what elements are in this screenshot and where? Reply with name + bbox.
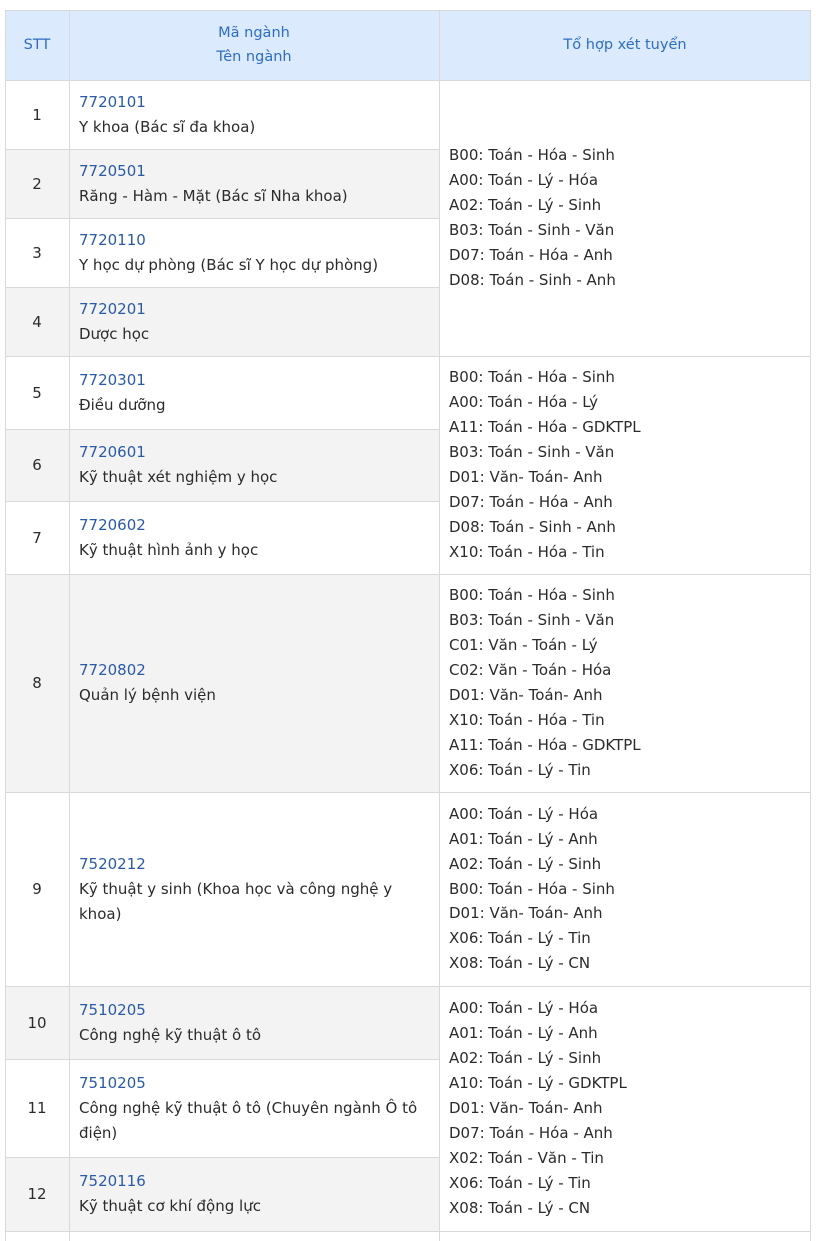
combo-line: C01: Văn - Toán - Lý [449, 636, 598, 655]
combo-cell [439, 792, 811, 986]
combo-cell [439, 574, 811, 792]
major-name: Y học dự phòng (Bác sĩ Y học dự phòng) [79, 255, 379, 274]
row-divider [5, 574, 439, 575]
combo-line: X06: Toán - Lý - Tin [449, 760, 591, 779]
stt-cell [5, 218, 69, 287]
stt-cell [5, 792, 69, 986]
major-name: Kỹ thuật y sinh (Khoa học và công nghệ y khoa) [79, 879, 393, 923]
major-cell [69, 501, 439, 574]
combo-line: A02: Toán - Lý - Sinh [449, 196, 602, 215]
stt-value: 8 [32, 674, 42, 692]
stt-value: 1 [32, 105, 42, 124]
combo-line: X06: Toán - Lý - Tin [449, 1173, 591, 1192]
major-code: 7720602 [79, 515, 146, 534]
header-stt-label: STT [23, 37, 51, 53]
stt-value: 2 [32, 174, 42, 193]
stt-value: 4 [32, 312, 42, 331]
major-cell [69, 986, 439, 1059]
header-stt [5, 10, 69, 80]
combo-line: D01: Văn- Toán- Anh [449, 686, 603, 704]
combo-cell [439, 986, 811, 1231]
combo-line: X06: Toán - Lý - Tin [449, 929, 591, 948]
stt-cell [5, 1157, 69, 1231]
header-major-code-label: Mã ngành [218, 25, 290, 41]
stt-cell [5, 574, 69, 792]
major-code: 7520116 [79, 1172, 146, 1190]
column-divider [439, 10, 440, 1241]
major-name: Răng - Hàm - Mặt (Bác sĩ Nha khoa) [79, 186, 348, 205]
combo-line: D07: Toán - Hóa - Anh [449, 1123, 613, 1142]
combo-line: X10: Toán - Hóa - Tin [449, 542, 605, 561]
stt-value: 9 [32, 880, 42, 898]
row-divider [5, 792, 439, 793]
major-name: Y khoa (Bác sĩ đa khoa) [79, 117, 256, 136]
table-top-border [5, 10, 811, 11]
major-cell [69, 1157, 439, 1231]
combo-line: X08: Toán - Lý - CN [449, 1198, 591, 1217]
combo-line: D01: Văn- Toán- Anh [449, 904, 603, 923]
group-divider [439, 574, 811, 575]
major-cell [69, 80, 439, 149]
major-code: 7720201 [79, 299, 146, 318]
combo-line: D07: Toán - Hóa - Anh [449, 245, 613, 264]
combo-line: A00: Toán - Hóa - Lý [449, 393, 599, 412]
combo-line: B03: Toán - Sinh - Văn [449, 611, 615, 630]
major-name: Công nghệ kỹ thuật ô tô [79, 1025, 262, 1044]
row-divider [5, 986, 439, 987]
major-cell [69, 574, 439, 792]
stt-cell [5, 986, 69, 1059]
row-divider [5, 1231, 439, 1232]
combo-line: X02: Toán - Văn - Tin [449, 1148, 604, 1167]
stt-value: 5 [32, 383, 42, 402]
combo-line: B03: Toán - Sinh - Văn [449, 443, 615, 462]
major-code: 7510205 [79, 1000, 146, 1019]
header-major-name-label: Tên ngành [216, 49, 292, 65]
admission-table [5, 10, 811, 1241]
row-divider [5, 429, 439, 430]
combo-line: B03: Toán - Sinh - Văn [449, 221, 615, 239]
combo-line: B00: Toán - Hóa - Sinh [449, 586, 615, 605]
combo-line: A02: Toán - Lý - Sinh [449, 854, 602, 873]
combo-line: X08: Toán - Lý - CN [449, 954, 591, 973]
combo-line: D01: Văn- Toán- Anh [449, 468, 603, 486]
combo-line: B00: Toán - Hóa - Sinh [449, 146, 615, 165]
stt-value: 7 [32, 528, 42, 547]
stt-cell [5, 429, 69, 501]
major-cell [69, 356, 439, 429]
stt-cell [5, 287, 69, 356]
major-code: 7720301 [79, 370, 146, 389]
combo-line: B00: Toán - Hóa - Sinh [449, 368, 615, 387]
major-cell [69, 218, 439, 287]
stt-value: 6 [32, 456, 42, 474]
row-divider [5, 501, 439, 502]
major-cell [69, 792, 439, 986]
stt-value: 12 [27, 1185, 47, 1203]
column-divider [810, 10, 811, 1241]
major-name: Kỹ thuật cơ khí động lực [79, 1197, 261, 1215]
group-divider [439, 986, 811, 987]
stt-value: 3 [32, 243, 42, 262]
combo-line: D07: Toán - Hóa - Anh [449, 492, 613, 511]
row-divider [5, 356, 439, 357]
row-divider [5, 287, 439, 288]
combo-line: A01: Toán - Lý - Anh [449, 829, 598, 848]
combo-line: A02: Toán - Lý - Sinh [449, 1049, 602, 1068]
combo-cell [439, 80, 811, 356]
major-name: Dược học [79, 324, 150, 343]
major-name: Kỹ thuật hình ảnh y học [79, 540, 259, 559]
header-combos-label: Tổ hợp xét tuyển [563, 37, 687, 53]
row-divider [5, 149, 439, 150]
major-code: 7720601 [79, 443, 146, 461]
major-name: Kỹ thuật xét nghiệm y học [79, 468, 278, 486]
combo-line: A11: Toán - Hóa - GDKTPL [449, 735, 641, 754]
stt-cell [5, 149, 69, 218]
stt-cell [5, 80, 69, 149]
major-code: 7720802 [79, 661, 146, 679]
major-name: Quản lý bệnh viện [79, 686, 216, 704]
major-code: 7720110 [79, 230, 146, 249]
combo-line: A01: Toán - Lý - Anh [449, 1024, 598, 1043]
row-divider [5, 1157, 439, 1158]
row-divider [5, 218, 439, 219]
major-cell [69, 149, 439, 218]
major-code: 7720101 [79, 92, 146, 111]
major-name: Điều dưỡng [79, 395, 166, 414]
major-name: Công nghệ kỹ thuật ô tô (Chuyên ngành Ô tô điện) [79, 1098, 418, 1142]
combo-line: D08: Toán - Sinh - Anh [449, 270, 616, 289]
column-divider [69, 10, 70, 1241]
major-code: 7720501 [79, 161, 146, 180]
combo-line: A10: Toán - Lý - GDKTPL [449, 1074, 627, 1093]
stt-value: 11 [27, 1099, 47, 1117]
combo-line: D08: Toán - Sinh - Anh [449, 517, 616, 536]
combo-line: A00: Toán - Lý - Hóa [449, 171, 599, 190]
major-cell [69, 1059, 439, 1157]
combo-cell [439, 356, 811, 574]
major-code: 7520212 [79, 854, 146, 873]
combo-line: B00: Toán - Hóa - Sinh [449, 879, 615, 898]
combo-line: A00: Toán - Lý - Hóa [449, 804, 599, 823]
combo-line: C02: Văn - Toán - Hóa [449, 661, 612, 680]
combo-line: X10: Toán - Hóa - Tin [449, 710, 605, 729]
major-cell [69, 287, 439, 356]
group-divider [439, 356, 811, 357]
combo-line: A11: Toán - Hóa - GDKTPL [449, 418, 641, 437]
group-divider [439, 1231, 811, 1232]
group-divider [439, 80, 811, 81]
major-cell [69, 429, 439, 501]
stt-cell [5, 356, 69, 429]
stt-cell [5, 501, 69, 574]
column-divider [5, 10, 6, 1241]
major-code: 7510205 [79, 1073, 146, 1092]
combo-line: D01: Văn- Toán- Anh [449, 1099, 603, 1118]
row-divider [5, 80, 439, 81]
row-divider [5, 1059, 439, 1060]
stt-value: 10 [27, 1013, 47, 1032]
group-divider [439, 792, 811, 793]
stt-cell [5, 1059, 69, 1157]
header-combos [439, 10, 811, 80]
combo-line: A00: Toán - Lý - Hóa [449, 999, 599, 1018]
header-major [69, 10, 439, 80]
